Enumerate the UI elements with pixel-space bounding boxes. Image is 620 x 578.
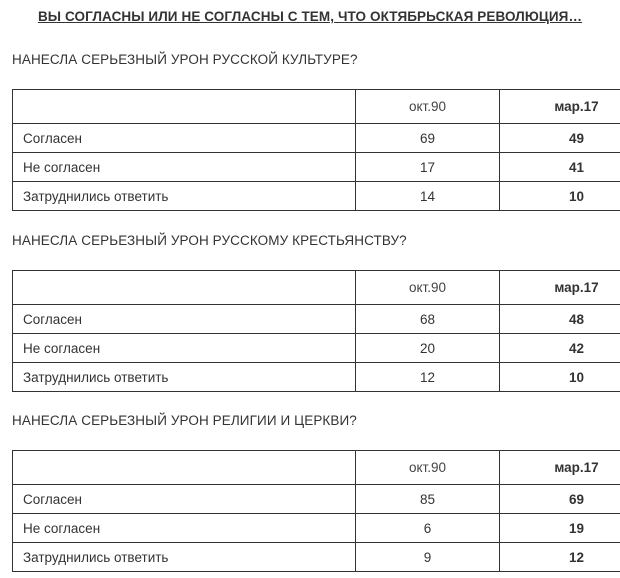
main-title: ВЫ СОГЛАСНЫ ИЛИ НЕ СОГЛАСНЫ С ТЕМ, ЧТО ОКТЯБРЬСКАЯ РЕВОЛЮЦИЯ…: [37, 9, 583, 24]
row-label: Согласен: [13, 124, 356, 153]
header-label-cell: [13, 451, 356, 485]
table-row: [13, 363, 620, 392]
value-mar17: 48: [500, 305, 620, 334]
value-oct90: 12: [356, 363, 500, 392]
header-oct90: окт.90: [356, 451, 500, 485]
value-oct90: 68: [356, 305, 500, 334]
value-oct90: 14: [356, 182, 500, 211]
value-oct90: 17: [356, 153, 500, 182]
table-row: [13, 153, 620, 182]
header-label-cell: [13, 90, 356, 124]
row-label: Затруднились ответить: [13, 363, 356, 392]
value-oct90: 69: [356, 124, 500, 153]
table-row: [13, 485, 620, 514]
row-label: Не согласен: [13, 514, 356, 543]
value-oct90: 20: [356, 334, 500, 363]
row-label: Не согласен: [13, 334, 356, 363]
table-header-row: [13, 271, 620, 305]
table-religion: [12, 450, 620, 572]
value-mar17: 12: [500, 543, 620, 572]
row-label: Затруднились ответить: [13, 182, 356, 211]
header-label-cell: [13, 271, 356, 305]
header-mar17: мар.17: [500, 90, 620, 124]
value-mar17: 42: [500, 334, 620, 363]
table-row: [13, 305, 620, 334]
table-culture: [12, 89, 620, 211]
section-heading-culture: НАНЕСЛА СЕРЬЕЗНЫЙ УРОН РУССКОЙ КУЛЬТУРЕ?: [12, 52, 358, 67]
header-mar17: мар.17: [500, 451, 620, 485]
value-oct90: 9: [356, 543, 500, 572]
value-mar17: 10: [500, 363, 620, 392]
value-mar17: 69: [500, 485, 620, 514]
value-mar17: 10: [500, 182, 620, 211]
section-heading-religion: НАНЕСЛА СЕРЬЕЗНЫЙ УРОН РЕЛИГИИ И ЦЕРКВИ?: [12, 413, 357, 428]
table-header-row: [13, 90, 620, 124]
row-label: Согласен: [13, 485, 356, 514]
table-row: [13, 334, 620, 363]
value-oct90: 6: [356, 514, 500, 543]
table-row: [13, 514, 620, 543]
value-mar17: 49: [500, 124, 620, 153]
header-oct90: окт.90: [356, 271, 500, 305]
row-label: Согласен: [13, 305, 356, 334]
value-oct90: 85: [356, 485, 500, 514]
table-row: [13, 543, 620, 572]
table-row: [13, 124, 620, 153]
row-label: Не согласен: [13, 153, 356, 182]
value-mar17: 41: [500, 153, 620, 182]
table-row: [13, 182, 620, 211]
table-header-row: [13, 451, 620, 485]
header-mar17: мар.17: [500, 271, 620, 305]
table-peasantry: [12, 270, 620, 392]
section-heading-peasantry: НАНЕСЛА СЕРЬЕЗНЫЙ УРОН РУССКОМУ КРЕСТЬЯНСТВУ?: [12, 233, 407, 248]
row-label: Затруднились ответить: [13, 543, 356, 572]
header-oct90: окт.90: [356, 90, 500, 124]
value-mar17: 19: [500, 514, 620, 543]
